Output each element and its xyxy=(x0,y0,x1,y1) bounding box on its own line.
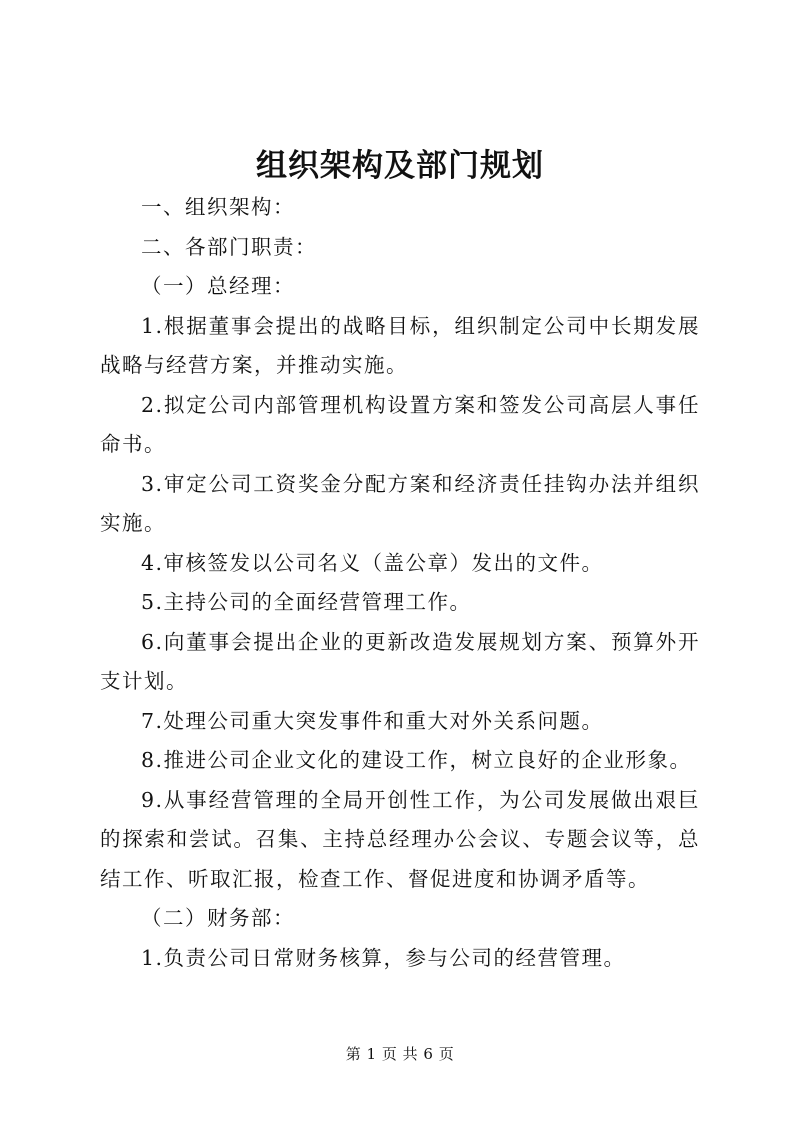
duty-item: 6.向董事会提出企业的更新改造发展规划方案、预算外开支计划。 xyxy=(100,629,700,693)
duty-item: 4.审核签发以公司名义（盖公章）发出的文件。 xyxy=(141,550,604,575)
subsection-heading-general-manager: （一）总经理： xyxy=(141,274,295,298)
duty-item: 1.根据董事会提出的战略目标，组织制定公司中长期发展战略与经营方案，并推动实施。 xyxy=(100,313,700,377)
page-number-footer: 第 1 页 共 6 页 xyxy=(345,1045,455,1063)
section-heading-org-structure: 一、组织架构： xyxy=(141,195,295,219)
duty-item: 5.主持公司的全面经营管理工作。 xyxy=(141,590,472,614)
duty-item: 8.推进公司企业文化的建设工作，树立良好的企业形象。 xyxy=(141,748,692,772)
document-body xyxy=(100,188,700,978)
duty-item: 9.从事经营管理的全局开创性工作，为公司发展做出艰巨的探索和尝试。召集、主持总经理办公会议、专题会议等，总结工作、听取汇报，检查工作、督促进度和协调矛盾等。 xyxy=(100,787,700,891)
duty-item: 3.审定公司工资奖金分配方案和经济责任挂钩办法并组织实施。 xyxy=(100,471,700,535)
subsection-heading-finance: （二）财务部： xyxy=(141,906,295,930)
section-heading-department-duties: 二、各部门职责： xyxy=(141,234,317,259)
duty-item: 7.处理公司重大突发事件和重大对外关系问题。 xyxy=(141,708,604,733)
duty-item: 2.拟定公司内部管理机构设置方案和签发公司高层人事任命书。 xyxy=(100,392,700,456)
document-title: 组织架构及部门规划 xyxy=(256,148,544,184)
duty-item: 1.负责公司日常财务核算，参与公司的经营管理。 xyxy=(141,945,626,970)
